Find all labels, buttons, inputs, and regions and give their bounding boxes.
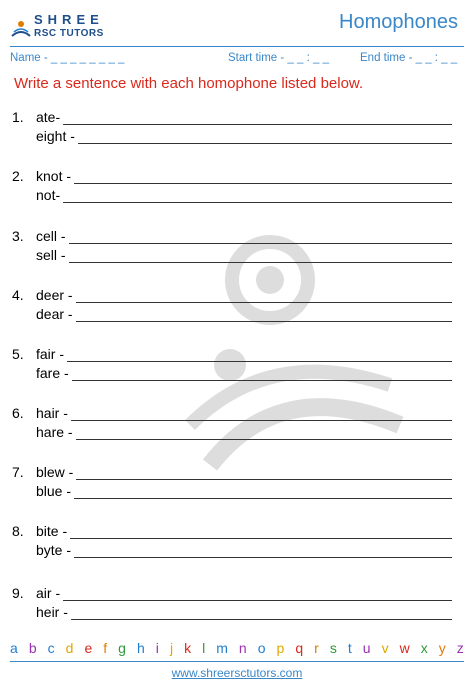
- alphabet-letter: s: [329, 640, 337, 656]
- alphabet-letter: c: [47, 640, 55, 656]
- homophone-word: sell -: [36, 247, 66, 263]
- logo: [10, 12, 120, 44]
- answer-line[interactable]: [76, 302, 452, 303]
- alphabet-letter: z: [456, 640, 464, 656]
- answer-line[interactable]: [70, 538, 452, 539]
- answer-line[interactable]: [74, 557, 452, 558]
- answer-line[interactable]: [71, 420, 452, 421]
- answer-line[interactable]: [76, 439, 452, 440]
- homophone-word: blew -: [36, 464, 74, 480]
- alphabet-letter: f: [103, 640, 108, 656]
- header-divider: [10, 46, 464, 47]
- alphabet-letter: l: [202, 640, 206, 656]
- question-number: 6.: [12, 405, 24, 421]
- answer-line[interactable]: [76, 321, 452, 322]
- answer-line[interactable]: [71, 619, 452, 620]
- question-number: 4.: [12, 287, 24, 303]
- homophone-word: hare -: [36, 424, 73, 440]
- page-title: Homophones: [339, 11, 458, 33]
- footer-website-link[interactable]: www.shreersctutors.com: [171, 666, 303, 680]
- alphabet-letter: b: [28, 640, 37, 656]
- answer-line[interactable]: [63, 124, 452, 125]
- answer-line[interactable]: [63, 202, 452, 203]
- answer-line[interactable]: [74, 498, 452, 499]
- alphabet-letter: r: [314, 640, 319, 656]
- alphabet-letter: e: [84, 640, 93, 656]
- watermark-logo: [150, 225, 410, 485]
- alphabet-letter: y: [438, 640, 446, 656]
- alphabet-letter: w: [399, 640, 410, 656]
- alphabet-letter: u: [362, 640, 371, 656]
- question-number: 8.: [12, 523, 24, 539]
- answer-line[interactable]: [72, 380, 452, 381]
- homophone-word: heir -: [36, 604, 68, 620]
- logo-bottom-text: RSC TUTORS: [34, 28, 104, 39]
- alphabet-letter: a: [10, 640, 18, 656]
- answer-line[interactable]: [74, 183, 452, 184]
- alphabet-letter: g: [118, 640, 126, 656]
- homophone-word: hair -: [36, 405, 68, 421]
- answer-line[interactable]: [69, 243, 452, 244]
- alphabet-letter: o: [257, 640, 266, 656]
- footer-divider: [10, 661, 464, 662]
- homophone-word: ate-: [36, 109, 61, 125]
- start-time-field: Start time - _ _ : _ _: [228, 52, 329, 64]
- answer-line[interactable]: [63, 600, 452, 601]
- question-number: 5.: [12, 346, 24, 362]
- answer-line[interactable]: [78, 143, 452, 144]
- question-number: 7.: [12, 464, 24, 480]
- homophone-word: bite -: [36, 523, 68, 539]
- alphabet-letter: x: [420, 640, 428, 656]
- homophone-word: not-: [36, 187, 61, 203]
- alphabet-letter: t: [347, 640, 352, 656]
- homophone-word: byte -: [36, 542, 72, 558]
- question-number: 3.: [12, 228, 24, 244]
- alphabet-letter: p: [276, 640, 285, 656]
- alphabet-letter: k: [184, 640, 192, 656]
- homophone-word: eight -: [36, 128, 75, 144]
- question-number: 2.: [12, 168, 24, 184]
- homophone-word: blue -: [36, 483, 72, 499]
- answer-line[interactable]: [67, 361, 452, 362]
- alphabet-letter: i: [155, 640, 159, 656]
- alphabet-letter: n: [238, 640, 247, 656]
- homophone-word: air -: [36, 585, 61, 601]
- homophone-word: fair -: [36, 346, 64, 362]
- alphabet-letter: j: [169, 640, 174, 656]
- alphabet-letter: m: [216, 640, 228, 656]
- alphabet-letter: q: [295, 640, 304, 656]
- logo-book-icon: [10, 18, 32, 40]
- homophone-word: fare -: [36, 365, 69, 381]
- name-field: Name - _ _ _ _ _ _ _ _: [10, 52, 125, 64]
- alphabet-letter: v: [381, 640, 389, 656]
- homophone-word: dear -: [36, 306, 73, 322]
- instruction-text: Write a sentence with each homophone listed below.: [14, 75, 364, 92]
- logo-top-text: SHREE: [34, 12, 104, 27]
- alphabet-strip: [0, 640, 474, 656]
- question-number: 9.: [12, 585, 24, 601]
- answer-line[interactable]: [76, 479, 452, 480]
- homophone-word: knot -: [36, 168, 72, 184]
- answer-line[interactable]: [69, 262, 452, 263]
- end-time-field: End time - _ _ : _ _: [360, 52, 458, 64]
- alphabet-letter: h: [136, 640, 145, 656]
- alphabet-letter: d: [65, 640, 74, 656]
- homophone-word: deer -: [36, 287, 73, 303]
- homophone-word: cell -: [36, 228, 66, 244]
- question-number: 1.: [12, 109, 24, 125]
